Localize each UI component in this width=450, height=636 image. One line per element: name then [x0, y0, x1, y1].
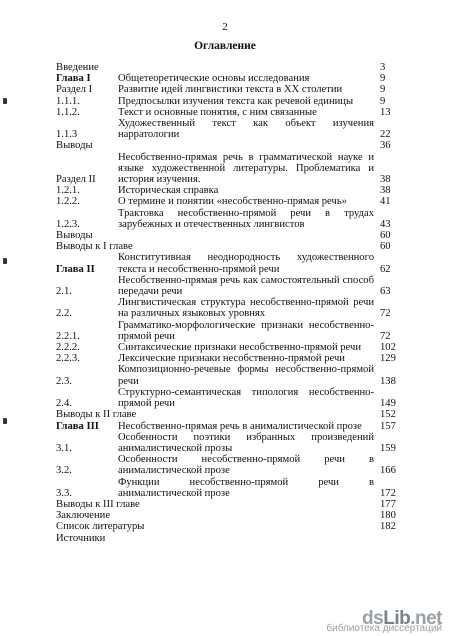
toc-entry — [56, 353, 416, 364]
toc-entry-number: 3.3. — [56, 487, 72, 499]
toc-entry-page: 72 — [380, 330, 391, 342]
toc-entry — [56, 230, 416, 241]
toc-entry-number: 3.2. — [56, 465, 72, 477]
toc-entry — [56, 275, 416, 297]
toc-entry-number: 1.1.2. — [56, 106, 80, 118]
toc-entry-page: 102 — [380, 342, 396, 354]
toc-entry-number: 1.2.3. — [56, 218, 80, 230]
watermark-tagline: библиотека диссертаций — [326, 623, 442, 634]
toc-entry-number: 2.4. — [56, 398, 72, 410]
toc-entry-page: 9 — [380, 73, 386, 85]
toc-entry — [56, 118, 416, 140]
toc-entry-number: Выводы — [56, 140, 93, 152]
toc-entry-page: 72 — [380, 308, 391, 320]
toc-entry-title: Синтаксические признаки несобственно-прямой речи — [118, 342, 361, 354]
toc-entry-title: Текст и основные понятия, с ним связанные — [118, 106, 317, 118]
toc-entry-page: 157 — [380, 420, 396, 432]
toc-entry — [56, 62, 416, 73]
toc-entry-title: Несобственно-прямая речь в грамматической науке и языке художественной литературы. Проблематика и история изучения. — [118, 151, 374, 186]
toc-entry-page: 182 — [380, 521, 396, 533]
toc-entry-title: Историческая справка — [118, 185, 219, 197]
toc-entry — [56, 499, 416, 510]
toc-entry-number: 2.1. — [56, 286, 72, 298]
table-of-contents — [56, 62, 416, 544]
toc-entry-page: 9 — [380, 84, 386, 96]
toc-entry-page: 13 — [380, 106, 391, 118]
toc-entry-title: Конститутивная неоднородность художественного текста и несобственно-прямой речи — [118, 252, 374, 275]
toc-entry-page: 149 — [380, 398, 396, 410]
dslib-logo: dsLib.net — [362, 608, 442, 629]
toc-entry-page: 177 — [380, 498, 396, 510]
toc-entry-number: 2.3. — [56, 375, 72, 387]
toc-entry — [56, 364, 416, 386]
toc-entry-number: 1.1.1. — [56, 95, 80, 107]
toc-entry-page: 129 — [380, 353, 396, 365]
toc-entry-page: 38 — [380, 185, 391, 197]
toc-entry-number: Выводы к II главе — [56, 409, 137, 421]
toc-entry-title: Несобственно-прямая речь как самостоятельный способ передачи речи — [118, 274, 374, 298]
toc-entry — [56, 140, 416, 151]
toc-entry-page: 41 — [380, 196, 391, 208]
toc-entry-title: Трактовка несобственно-прямой речи в трудах зарубежных и отечественных лингвистов — [118, 207, 374, 230]
toc-entry-title: Структурно-семантическая типология несобственно-прямой речи — [118, 386, 374, 410]
toc-entry-page: 180 — [380, 510, 396, 522]
toc-entry — [56, 208, 416, 230]
toc-entry-number: 1.2.1. — [56, 185, 80, 197]
toc-entry-title: Предпосылки изучения текста как речевой единицы — [118, 95, 354, 107]
toc-entry-number: 2.2.2. — [56, 342, 80, 354]
toc-entry — [56, 432, 416, 454]
toc-entry-number: 2.2. — [56, 308, 72, 320]
toc-entry — [56, 521, 416, 532]
toc-entry — [56, 342, 416, 353]
toc-entry — [56, 73, 416, 84]
toc-entry-title: Художественный текст как объект изучения нарратологии — [118, 118, 374, 141]
toc-entry — [56, 387, 416, 409]
toc-entry — [56, 107, 416, 118]
toc-entry-title: Несобственно-прямая речь в анималистической прозе — [118, 420, 362, 432]
toc-entry-number: 2.2.1. — [56, 330, 80, 342]
toc-entry — [56, 297, 416, 319]
toc-entry-page: 172 — [380, 487, 396, 499]
toc-entry — [56, 96, 416, 107]
toc-entry-title: Композиционно-речевые формы несобственно-прямой речи — [118, 364, 374, 387]
toc-entry-page: 138 — [380, 375, 396, 387]
toc-entry-number: 1.2.2. — [56, 196, 80, 208]
toc-entry-number: Список литературы — [56, 521, 145, 533]
toc-entry — [56, 185, 416, 196]
margin-mark — [3, 98, 7, 104]
toc-entry-title: Особенности поэтики избранных произведений анималистической прозы — [118, 431, 374, 454]
toc-entry-page: 9 — [380, 95, 386, 107]
toc-entry-title: Функции несобственно-прямой речи в анималистической прозе — [118, 476, 374, 499]
toc-entry — [56, 196, 416, 207]
toc-entry-number: Введение — [56, 62, 99, 73]
toc-entry-page: 3 — [380, 62, 386, 73]
toc-entry-page: 166 — [380, 465, 396, 477]
toc-entry-number: Заключение — [56, 510, 111, 522]
toc-entry — [56, 409, 416, 420]
toc-entry-title: Лексические признаки несобственно-прямой речи — [118, 353, 345, 365]
toc-entry — [56, 252, 416, 274]
toc-entry-title: Лингвистическая структура несобственно-прямой речи на различных языковых уровнях — [118, 297, 374, 320]
toc-entry-page: 152 — [380, 409, 396, 421]
toc-entry-number: Раздел I — [56, 84, 93, 96]
toc-title: Оглавление — [194, 40, 256, 52]
toc-entry — [56, 84, 416, 95]
toc-entry-title: Особенности несобственно-прямой речи в анималистической прозе — [118, 454, 374, 477]
toc-entry-page: 60 — [380, 241, 391, 253]
toc-entry-title: Общетеоретические основы исследования — [118, 73, 310, 85]
toc-entry-number: Глава III — [56, 420, 99, 432]
toc-entry-page: 38 — [380, 174, 391, 186]
toc-entry-number: Выводы к I главе — [56, 241, 133, 253]
toc-entry — [56, 533, 416, 544]
toc-entry-number: Источники — [56, 532, 106, 544]
toc-entry — [56, 454, 416, 476]
toc-entry-number: 3.1. — [56, 442, 72, 454]
margin-mark — [3, 258, 7, 264]
toc-entry — [56, 421, 416, 432]
toc-entry-title: Развитие идей лингвистики текста в XX столетии — [118, 84, 343, 96]
toc-entry-number: 2.2.3. — [56, 353, 80, 365]
margin-mark — [3, 418, 7, 424]
toc-entry-number: Раздел II — [56, 174, 96, 186]
toc-entry-page: 43 — [380, 218, 391, 230]
toc-entry — [56, 510, 416, 521]
toc-entry-title: О термине и понятии «несобственно-прямая речь» — [118, 196, 347, 208]
toc-entry-number: Выводы — [56, 230, 93, 242]
toc-entry-page: 159 — [380, 442, 396, 454]
toc-entry-page: 60 — [380, 230, 391, 242]
toc-entry-number: Глава II — [56, 263, 95, 275]
toc-entry-page: 36 — [380, 140, 391, 152]
toc-entry — [56, 241, 416, 252]
toc-entry — [56, 477, 416, 499]
toc-entry-page: 22 — [380, 129, 391, 141]
toc-entry-title: Грамматико-морфологические признаки несобственно-прямой речи — [118, 319, 374, 342]
toc-entry-number: Выводы к III главе — [56, 498, 140, 510]
toc-entry — [56, 320, 416, 342]
toc-entry — [56, 152, 416, 186]
toc-entry-number: 1.1.3 — [56, 129, 78, 141]
toc-entry-page: 62 — [380, 263, 391, 275]
page-number: 2 — [222, 21, 228, 33]
toc-entry-number: Глава I — [56, 73, 91, 85]
toc-entry-page: 63 — [380, 286, 391, 298]
